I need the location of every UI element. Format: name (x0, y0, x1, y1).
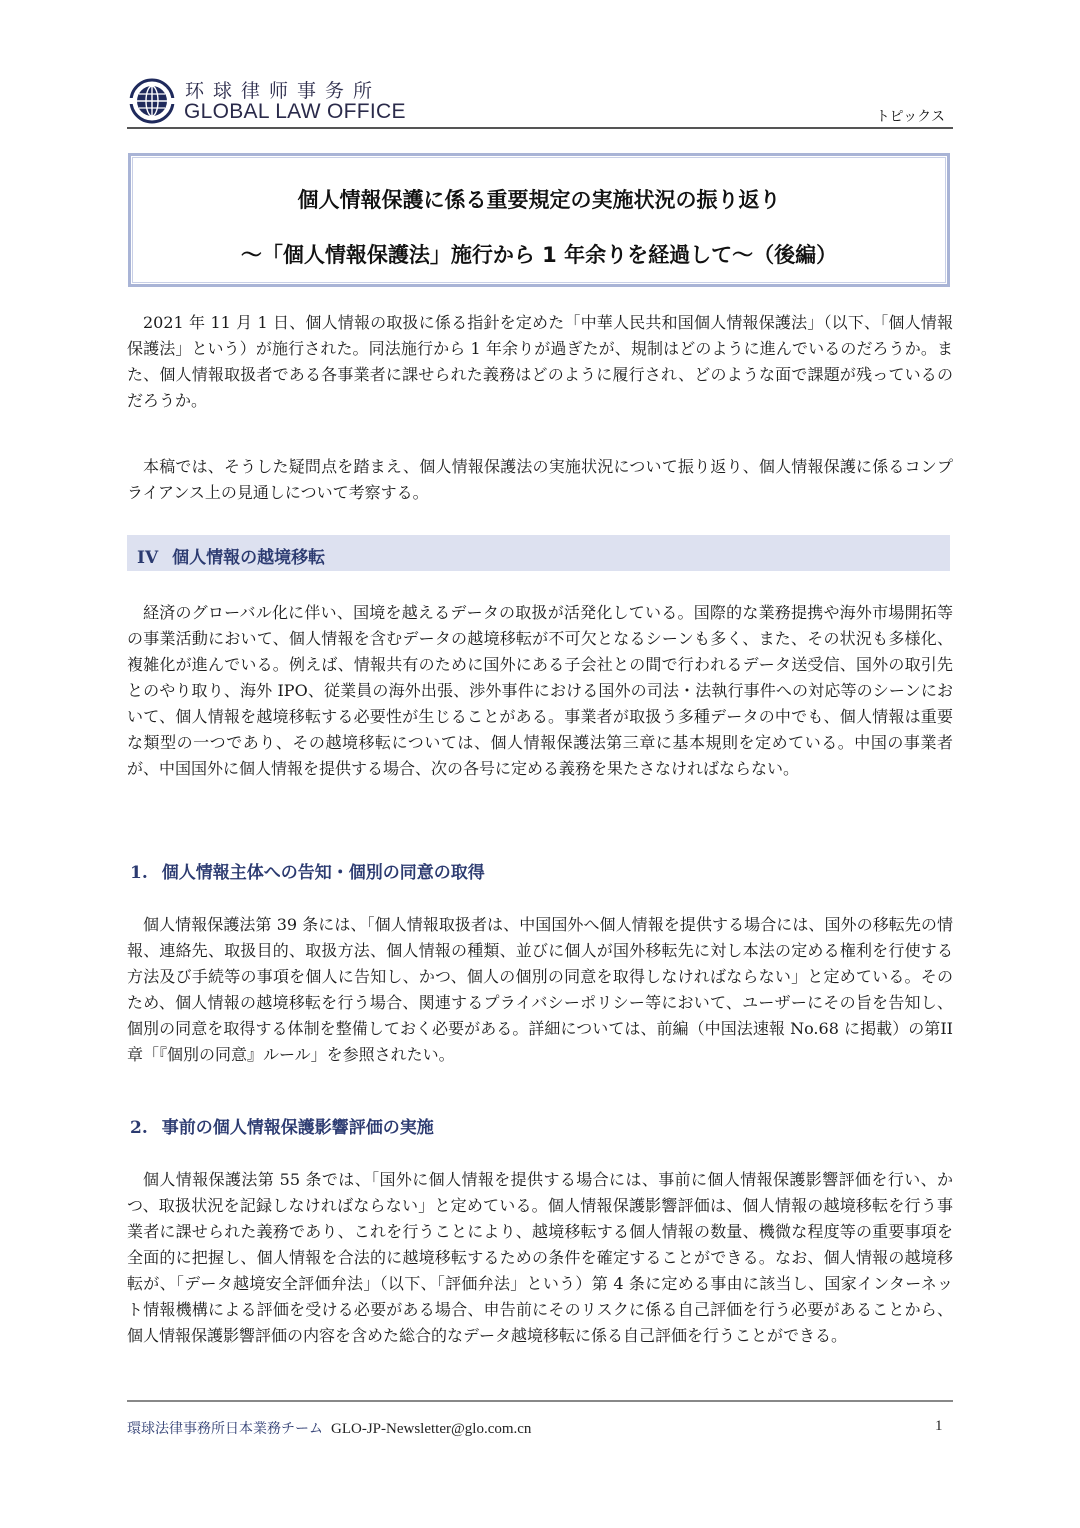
page-number: 1 (935, 1418, 943, 1434)
subsection-heading-1 (130, 858, 485, 883)
title-box (128, 153, 950, 287)
section-heading (127, 535, 950, 571)
subsection-heading-2 (130, 1113, 434, 1138)
footer-team: 環球法律事務所日本業務チーム (127, 1421, 323, 1437)
intro-text-1: 2021 年 11 月 1 日、個人情報の取扱に係る指針を定めた「中華人民共和国個人情報保護法」（以下、「個人情報保護法」という）が施行された。同法施行から 1 年余りが過ぎたが、規制はどのように進んでいるのだろうか。また、個人情報取扱者である各事業者に課せられた義務はどのように履行され、どのような面で課題が残っているのだろうか。 (127, 313, 953, 410)
subsection-number: 2. (130, 1118, 148, 1138)
org-name-cn: 环球律师事务所 (185, 80, 382, 102)
section-title: 個人情報の越境移転 (172, 548, 326, 568)
globe-icon (129, 78, 175, 124)
footer-email-link[interactable]: GLO-JP-Newsletter@glo.com.cn (331, 1421, 532, 1437)
intro-text-2: 本稿では、そうした疑問点を踏まえ、個人情報保護法の実施状況について振り返り、個人情報保護に係るコンプライアンス上の見通しについて考察する。 (127, 457, 953, 502)
subsection-body-2 (127, 1167, 953, 1349)
subsection-title: 事前の個人情報保護影響評価の実施 (161, 1118, 434, 1138)
document-title: 個人情報保護に係る重要規定の実施状況の振り返り (297, 188, 781, 212)
subsection-number: 1. (130, 863, 148, 883)
category-label: トピックス (875, 109, 945, 125)
subsection-text-1: 個人情報保護法第 39 条には、「個人情報取扱者は、中国国外へ個人情報を提供する場合には、国外の移転先の情報、連絡先、取扱目的、取扱方法、個人情報の種類、並びに個人が国外移転先に対し本法の定める権利を行使する方法及び手続等の事項を個人に告知し、かつ、個人の個別の同意を取得しなければならない」と定めている。そのため、個人情報の越境移転を行う場合、関連するプライバシーポリシー等において、ユーザーにその旨を告知し、個別の同意を取得する体制を整備しておく必要がある。詳細については、前編（中国法速報 No.68 に掲載）の第II章「『個別の同意』ルール」を参照されたい。 (127, 915, 953, 1064)
document-header (127, 74, 953, 130)
footer-contact (127, 1418, 531, 1438)
header-divider (127, 127, 953, 129)
footer-divider (127, 1400, 953, 1402)
subsection-text-2: 個人情報保護法第 55 条では、「国外に個人情報を提供する場合には、事前に個人情報保護影響評価を行い、かつ、取扱状況を記録しなければならない」と定めている。個人情報保護影響評価は、個人情報の越境移転を行う事業者に課せられた義務であり、これを行うことにより、越境移転する個人情報の数量、機微な程度等の重要事項を全面的に把握し、個人情報を合法的に越境移転するための条件を確定することができる。なお、個人情報の越境移転が、「データ越境安全評価弁法」（以下、「評価弁法」という）第 4 条に定める事由に該当し、国家インターネット情報機構による評価を受ける必要がある場合、申告前にそのリスクに係る自己評価を行う必要があることから、個人情報保護影響評価の内容を含めた総合的なデータ越境移転に係る自己評価を行うことができる。 (127, 1170, 953, 1345)
document-subtitle: ～「個人情報保護法」施行から 1 年余りを経過して～（後編） (240, 243, 838, 267)
section-number: IV (137, 548, 159, 568)
subsection-title: 個人情報主体への告知・個別の同意の取得 (161, 863, 485, 883)
intro-paragraph-2 (127, 454, 953, 506)
org-name-en: GLOBAL LAW OFFICE (184, 100, 406, 123)
intro-paragraph-1 (127, 310, 953, 414)
subsection-body-1 (127, 912, 953, 1068)
section-body (127, 600, 953, 782)
section-body-text: 経済のグローバル化に伴い、国境を越えるデータの取扱が活発化している。国際的な業務提携や海外市場開拓等の事業活動において、個人情報を含むデータの越境移転が不可欠となるシーンも多く、また、その状況も多様化、複雑化が進んでいる。例えば、情報共有のために国外にある子会社との間で行われるデータ送受信、国外の取引先とのやり取り、海外 IPO、従業員の海外出張、渉外事件における国外の司法・法執行事件への対応等のシーンにおいて、個人情報を越境移転する必要性が生じることがある。事業者が取扱う多種データの中でも、個人情報は重要な類型の一つであり、その越境移転については、個人情報保護法第三章に基本規則を定めている。中国の事業者が、中国国外に個人情報を提供する場合、次の各号に定める義務を果たさなければならない。 (127, 603, 953, 778)
